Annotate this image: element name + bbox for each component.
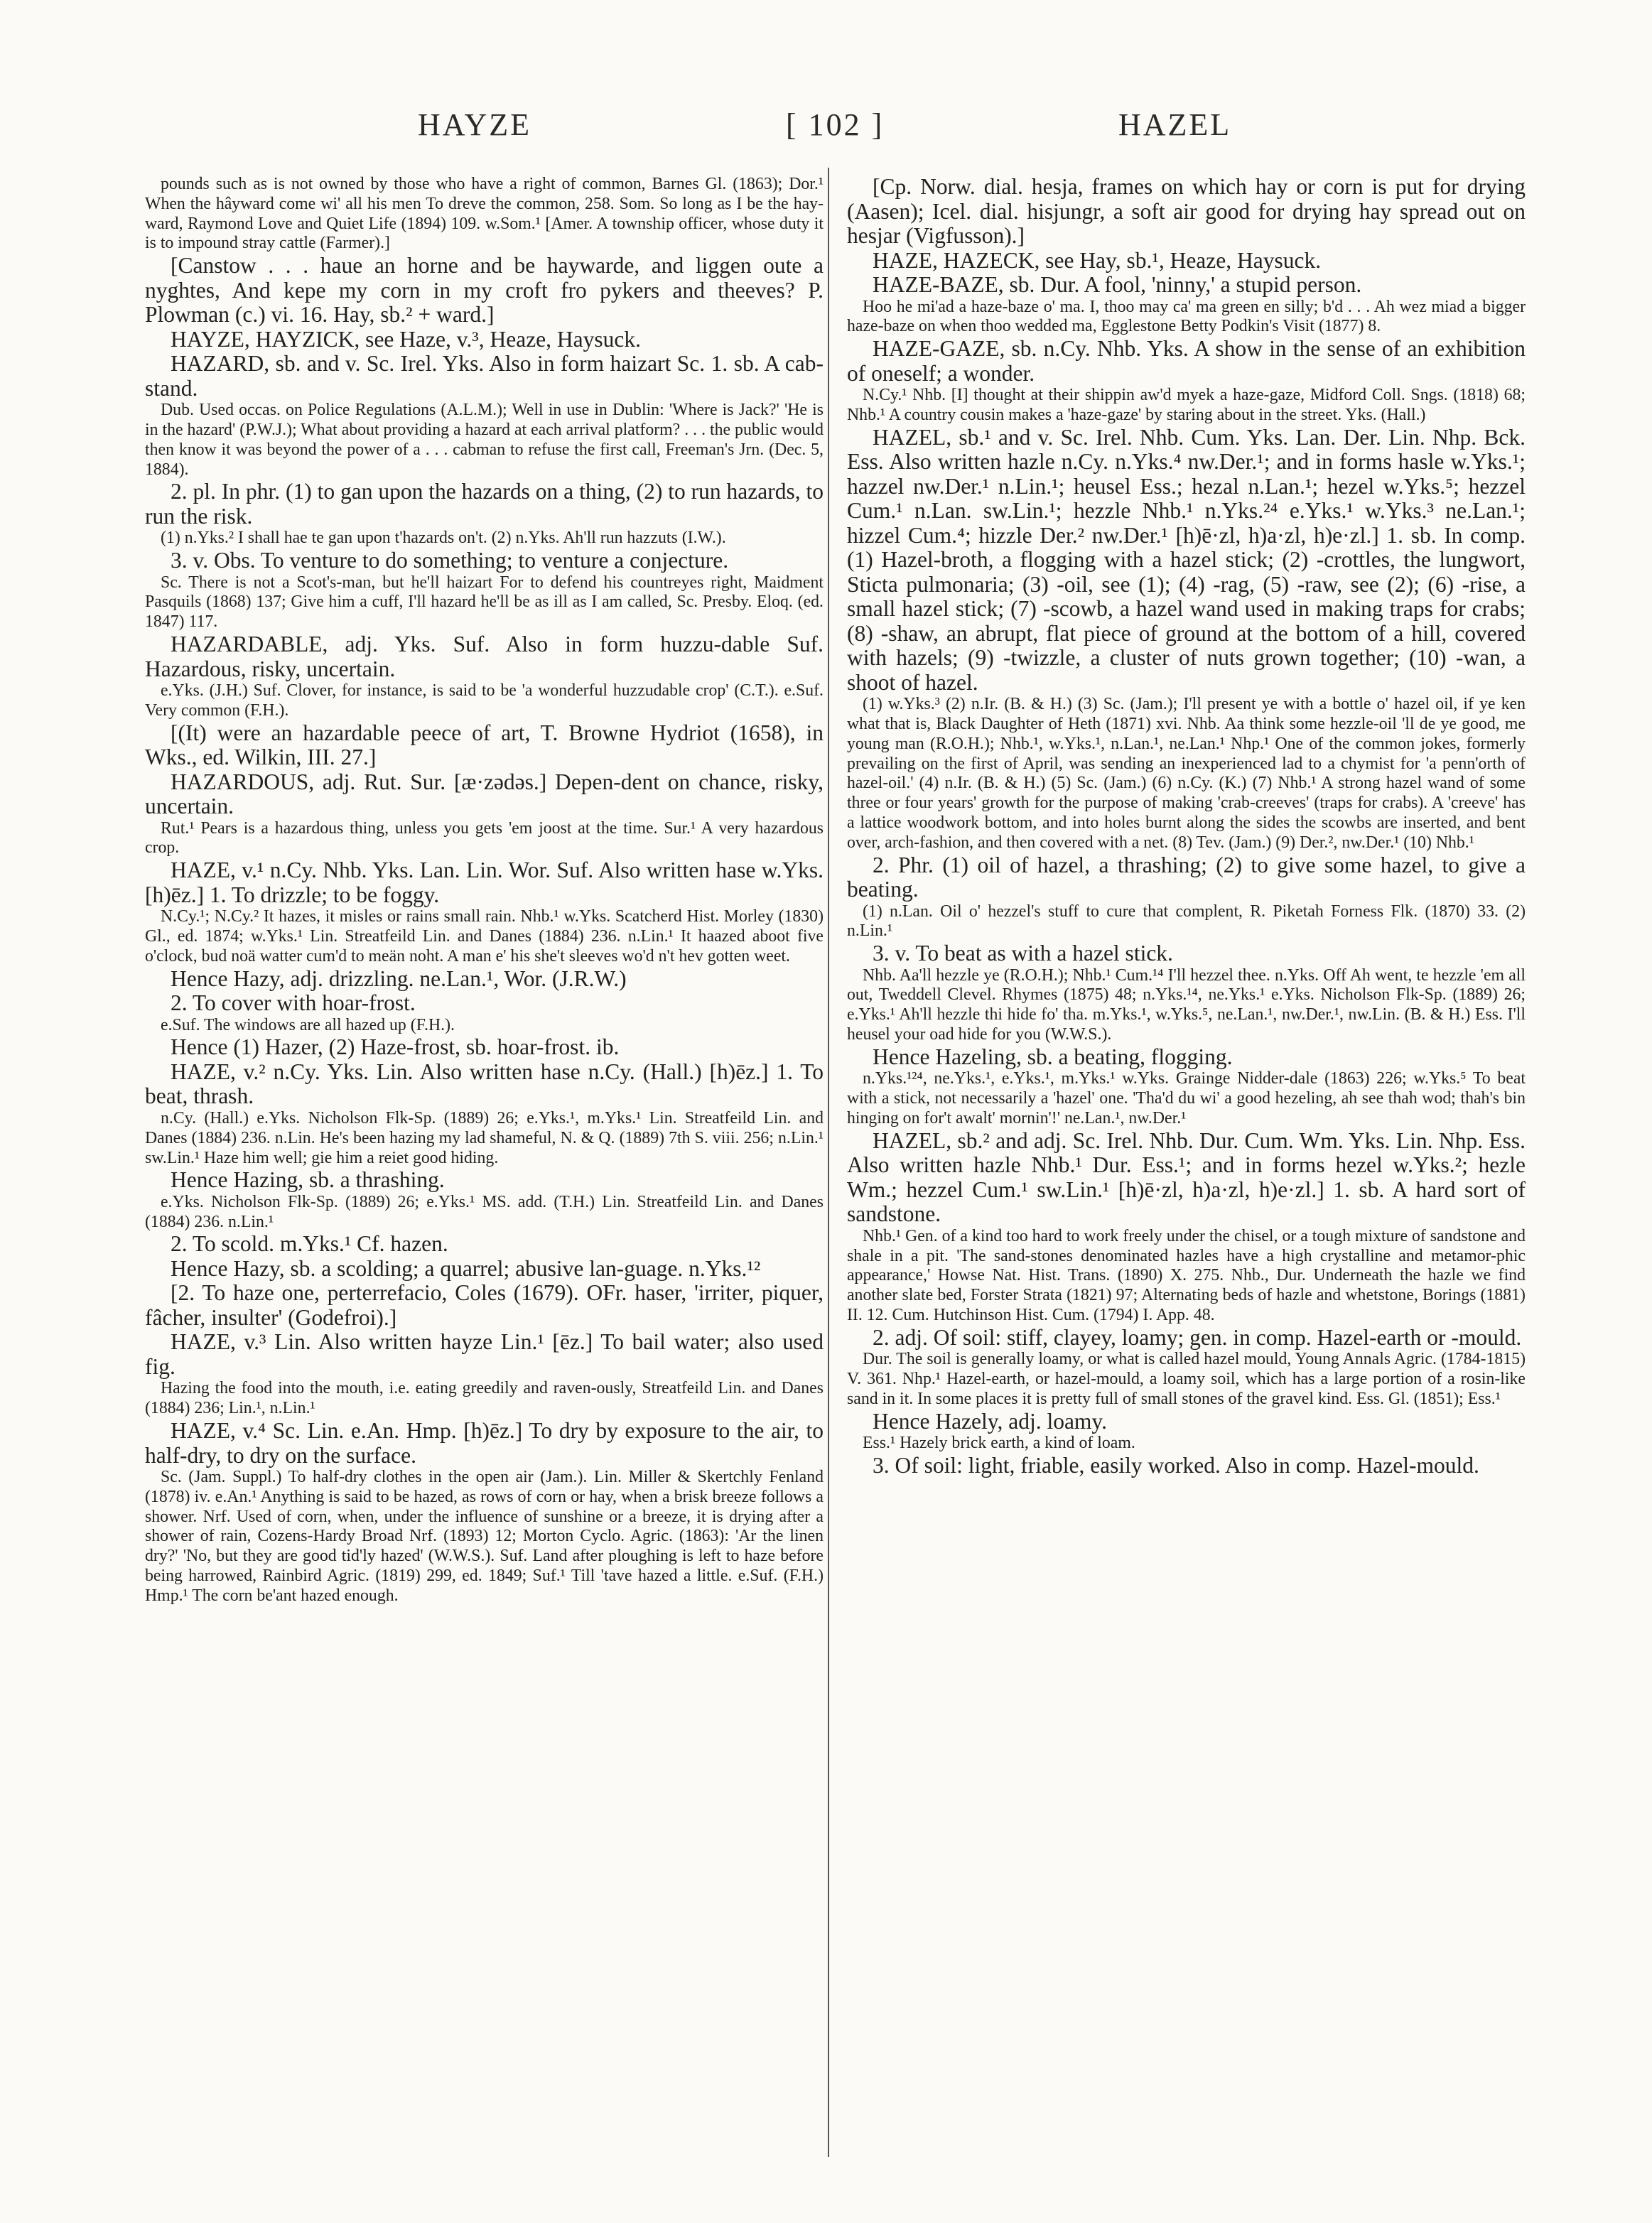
quotation-paragraph: Ess.¹ Hazely brick earth, a kind of loam. (863, 1434, 1135, 1453)
quotation-paragraph: Hazing the food into the mouth, i.e. eating greedily and raven-ously, Streatfeild Lin. and Danes (1884) 236; Lin.¹, n.Lin.¹ (145, 1379, 824, 1418)
entry-paragraph: Hence Hazely, adj. loamy. (873, 1408, 1108, 1434)
entry-paragraph: HAZE, v.¹ n.Cy. Nhb. Yks. Lan. Lin. Wor. Suf. Also written hase w.Yks. [h)ēz.] 1. To drizzle; to be foggy. (145, 858, 824, 907)
left-column (145, 175, 824, 1606)
quotation-paragraph: e.Yks. Nicholson Flk-Sp. (1889) 26; e.Yks.¹ MS. add. (T.H.) Lin. Streatfeild Lin. and Danes (1884) 236. n.Lin.¹ (145, 1192, 824, 1231)
quotation-paragraph: Rut.¹ Pears is a hazardous thing, unless you gets 'em joost at the time. Sur.¹ A very hazardous crop. (145, 818, 824, 858)
entry-paragraph: HAZE-GAZE, sb. n.Cy. Nhb. Yks. A show in the sense of an exhibition of oneself; a wonder. (847, 336, 1526, 386)
entry-paragraph: [Canstow . . . haue an horne and be haywarde, and liggen oute a nyghtes, And kepe my corn in my croft fro pykers and theeves? P. Plowman (c.) vi. 16. Hay, sb.² + ward.] (145, 253, 824, 328)
entry-paragraph: Hence Hazy, adj. drizzling. ne.Lan.¹, Wor. (J.R.W.) (171, 966, 627, 991)
entry-paragraph: Hence (1) Hazer, (2) Haze-frost, sb. hoar-frost. ib. (171, 1034, 620, 1060)
entry-paragraph: 2. adj. Of soil: stiff, clayey, loamy; gen. in comp. Hazel-earth or -mould. (873, 1324, 1522, 1350)
entry-paragraph: 2. pl. In phr. (1) to gan upon the hazards on a thing, (2) to run hazards, to run the risk. (145, 479, 824, 529)
entry-paragraph: 3. Of soil: light, friable, easily worked. Also in comp. Hazel-mould. (873, 1452, 1479, 1478)
entry-paragraph: Hence Hazeling, sb. a beating, flogging. (873, 1044, 1233, 1069)
column-divider (828, 168, 829, 2157)
entry-paragraph: Hence Hazing, sb. a thrashing. (171, 1167, 445, 1193)
quotation-paragraph: n.Yks.¹²⁴, ne.Yks.¹, e.Yks.¹, m.Yks.¹ w.Yks. Grainge Nidder-dale (1863) 226; w.Yks.⁵ To beat with a stick, not necessarily a 'hazel' one. 'Tha'd du wi' a good hezeling, ah see thah wod; thah's bin hinging on for't awalt' mornin'!' ne.Lan.¹, nw.Der.¹ (847, 1069, 1526, 1127)
quotation-paragraph: (1) n.Lan. Oil o' hezzel's stuff to cure that complent, R. Piketah Forness Flk. (1870) 33. (2) n.Lin.¹ (847, 902, 1526, 941)
quotation-paragraph: Sc. (Jam. Suppl.) To half-dry clothes in the open air (Jam.). Lin. Miller & Skertchly Fenland (1878) iv. e.An.¹ Anything is said to be hazed, as rows of corn or hay, when a brisk breeze follows a shower. Nrf. Used of corn, when, under the influence of sunshine or a breeze, it is drying after a shower of rain, Cozens-Hardy Broad Nrf. (1893) 12; Morton Cyclo. Agric. (1863): 'Ar the linen dry?' 'No, but they are good tid'ly hazed' (W.W.S.). Suf. Land after ploughing is left to haze before being harrowed, Rainbird Agric. (1819) 299, ed. 1849; Suf.¹ Till 'tave hazed a little. e.Suf. (F.H.) Hmp.¹ The corn be'ant hazed enough. (145, 1468, 824, 1605)
quotation-paragraph: Hoo he mi'ad a haze-baze o' ma. I, thoo may ca' ma green en silly; b'd . . . Ah wez miad a bigger haze-baze on when thoo wedded ma, Egglestone Betty Podkin's Visit (1877) 8. (847, 297, 1526, 336)
entry-paragraph: Hence Hazy, sb. a scolding; a quarrel; abusive lan-guage. n.Yks.¹² (171, 1255, 761, 1281)
quotation-paragraph: e.Yks. (J.H.) Suf. Clover, for instance, is said to be 'a wonderful huzzudable crop' (C.T.). e.Suf. Very common (F.H.). (145, 681, 824, 720)
quotation-paragraph: pounds such as is not owned by those who have a right of common, Barnes Gl. (1863); Dor.¹ When the hâyward come wi' all his men To dreve the common, 258. Som. So long as I be the hay-ward, Raymond Love and Quiet Life (1894) 109. w.Som.¹ [Amer. A township officer, whose duty it is to impound stray cattle (Farmer).] (145, 175, 824, 253)
entry-paragraph: HAYZE, HAYZICK, see Haze, v.³, Heaze, Haysuck. (171, 326, 642, 352)
entry-paragraph: HAZE-BAZE, sb. Dur. A fool, 'ninny,' a stupid person. (873, 272, 1362, 297)
entry-paragraph: HAZE, HAZECK, see Hay, sb.¹, Heaze, Haysuck. (873, 247, 1322, 273)
quotation-paragraph: Dur. The soil is generally loamy, or what is called hazel mould, Young Annals Agric. (1784-1815) V. 361. Nhp.¹ Hazel-earth, or hazel-mould, a loamy soil, which has a large portion of a rosin-like sand in it. In some places it is pretty full of small stones of the gravel kind. Ess. Gl. (1851); Ess.¹ (847, 1350, 1526, 1408)
quotation-paragraph: Sc. There is not a Scot's-man, but he'll haizart For to defend his countreyes right, Maidment Pasquils (1868) 137; Give him a cuff, I'll hazard he'll be as ill as I am called, Sc. Presby. Eloq. (ed. 1847) 117. (145, 573, 824, 632)
entry-paragraph: HAZEL, sb.¹ and v. Sc. Irel. Nhb. Cum. Yks. Lan. Der. Lin. Nhp. Bck. Ess. Also written hazle n.Cy. n.Yks.⁴ nw.Der.¹; and in forms hasle w.Yks.¹; hazzel nw.Der.¹ n.Lin.¹; heusel Ess.; hezal n.Lan.¹; hezel w.Yks.⁵; hezzel Cum.¹ n.Lan. sw.Lin.¹; hezzle Nhb.¹ n.Yks.²⁴ e.Yks.¹ w.Yks.³ ne.Lan.¹; hizzel Cum.⁴; hizzle Der.² nw.Der.¹ [h)ē·zl, h)a·zl, h)e·zl.] 1. sb. In comp. (1) Hazel-broth, a flogging with a hazel stick; (2) -crottles, the lungwort, Sticta pulmonaria; (3) -oil, see (1); (4) -rag, (5) -raw, see (2); (6) -rise, a small hazel stick; (7) -scowb, a hazel wand used in making traps for crabs; (8) -shaw, an abrupt, flat piece of ground at the bottom of a hill, covered with hazels; (9) -twizzle, a cluster of nuts grown together; (10) -wan, a shoot of hazel. (847, 424, 1526, 695)
quotation-paragraph: e.Suf. The windows are all hazed up (F.H.). (161, 1015, 455, 1034)
quotation-paragraph: Nhb. Aa'll hezzle ye (R.O.H.); Nhb.¹ Cum.¹⁴ I'll hezzel thee. n.Yks. Off Ah went, te hezzle 'em all out, Tweddell Clevel. Rhymes (1875) 48; n.Yks.¹⁴, ne.Yks.¹ e.Yks. Nicholson Flk-Sp. (1889) 26; e.Yks.¹ Ah'll hezzle thi hide fo' tha. m.Yks.¹, w.Yks.⁵, ne.Lan.¹, nw.Der.¹, nw.Lin. (B. & H.) Ess. I'll heusel your oad hide for you (W.W.S.). (847, 966, 1526, 1044)
entry-paragraph: 3. v. To beat as with a hazel stick. (873, 941, 1173, 966)
entry-paragraph: [Cp. Norw. dial. hesja, frames on which hay or corn is put for drying (Aasen); Icel. dial. hisjungr, a soft air good for drying hay spread out on hesjar (Vigfusson).] (847, 174, 1526, 248)
entry-paragraph: [(It) were an hazardable peece of art, T. Browne Hydriot (1658), in Wks., ed. Wilkin, III. 27.] (145, 720, 824, 770)
quotation-paragraph: (1) n.Yks.² I shall hae te gan upon t'hazards on't. (2) n.Yks. Ah'll run hazzuts (I.W.). (161, 529, 726, 548)
entry-paragraph: 2. To scold. m.Yks.¹ Cf. hazen. (171, 1231, 448, 1257)
entry-paragraph: 2. Phr. (1) oil of hazel, a thrashing; (2) to give some hazel, to give a beating. (847, 852, 1526, 902)
page-number: [ 102 ] (786, 107, 885, 142)
quotation-paragraph: n.Cy. (Hall.) e.Yks. Nicholson Flk-Sp. (1889) 26; e.Yks.¹, m.Yks.¹ Lin. Streatfeild Lin. and Danes (1884) 236. n.Lin. He's been hazing my lad shameful, N. & Q. (1889) 7th S. viii. 256; n.Lin.¹ sw.Lin.¹ Haze him well; gie him a reiet good hiding. (145, 1108, 824, 1167)
entry-paragraph: HAZARD, sb. and v. Sc. Irel. Yks. Also in form haizart Sc. 1. sb. A cab-stand. (145, 351, 824, 401)
running-head-left: HAYZE (418, 107, 532, 142)
right-column (847, 175, 1526, 1478)
quotation-paragraph: N.Cy.¹; N.Cy.² It hazes, it misles or rains small rain. Nhb.¹ w.Yks. Scatcherd Hist. Morley (1830) Gl., ed. 1874; w.Yks.¹ Lin. Streatfeild Lin. and Danes (1884) 236. n.Lin.¹ It haazed aboot five o'clock, bud noä watter cum'd to meän noht. A man e' his she't sleeves wo'd n't hev gotten weet. (145, 907, 824, 966)
entry-paragraph: HAZEL, sb.² and adj. Sc. Irel. Nhb. Dur. Cum. Wm. Yks. Lin. Nhp. Ess. Also written hazle Nhb.¹ Dur. Ess.¹; and in forms hezel w.Yks.²; hezle Wm.; hezzel Cum.¹ sw.Lin.¹ [h)ē·zl, h)a·zl, h)e·zl.] 1. sb. A hard sort of sandstone. (847, 1127, 1526, 1227)
entry-paragraph: HAZE, v.³ Lin. Also written hayze Lin.¹ [ēz.] To bail water; also used fig. (145, 1329, 824, 1379)
entry-paragraph: 2. To cover with hoar-frost. (171, 990, 416, 1016)
entry-paragraph: HAZARDOUS, adj. Rut. Sur. [æ·zədəs.] Depen-dent on chance, risky, uncertain. (145, 769, 824, 819)
entry-paragraph: HAZE, v.² n.Cy. Yks. Lin. Also written hase n.Cy. (Hall.) [h)ēz.] 1. To beat, thrash. (145, 1059, 824, 1109)
entry-paragraph: HAZARDABLE, adj. Yks. Suf. Also in form huzzu-dable Suf. Hazardous, risky, uncertain. (145, 632, 824, 681)
running-head-right: HAZEL (1118, 107, 1232, 142)
quotation-paragraph: N.Cy.¹ Nhb. [I] thought at their shippin aw'd myek a haze-gaze, Midford Coll. Sngs. (1818) 68; Nhb.¹ A country cousin makes a 'haze-gaze' by staring about in the street. Yks. (Hall.) (847, 386, 1526, 424)
quotation-paragraph: (1) w.Yks.³ (2) n.Ir. (B. & H.) (3) Sc. (Jam.); I'll present ye with a bottle o' hazel oil, if ye ken what that is, Black Daughter of Heth (1871) xvi. Nhb. Aa think some hezzle-oil 'll de ye good, me young man (R.O.H.); Nhb.¹, w.Yks.¹, n.Lan.¹, ne.Lan.¹ Nhp.¹ One of the common jokes, formerly prevailing on the first of April, was sending an inexperienced lad to a chymist for 'a penn'orth of hazel-oil.' (4) n.Ir. (B. & H.) (5) Sc. (Jam.) (6) n.Cy. (K.) (7) Nhb.¹ A strong hazel wand of some three or four years' growth for the purpose of making 'crab-creeves' (traps for crabs). A 'creeve' has a lattice woodwork bottom, and into holes burnt along the sides the scowbs are inserted, and bent over, arch-fashion, and then covered with a net. (8) Tev. (Jam.) (9) Der.², nw.Der.¹ (10) Nhb.¹ (847, 695, 1526, 852)
entry-paragraph: [2. To haze one, perterrefacio, Coles (1679). OFr. haser, 'irriter, piquer, fâcher, insulter' (Godefroi).] (145, 1280, 824, 1330)
entry-paragraph: HAZE, v.⁴ Sc. Lin. e.An. Hmp. [h)ēz.] To dry by exposure to the air, to half-dry, to dry on the surface. (145, 1418, 824, 1468)
quotation-paragraph: Nhb.¹ Gen. of a kind too hard to work freely under the chisel, or a tough mixture of sandstone and shale in a pit. 'The sand-stones denominated hazles have a high crystalline and metamor-phic appearance,' Howse Nat. Hist. Trans. (1890) X. 275. Nhb., Dur. Underneath the hazle we find another slate bed, Forster Strata (1821) 97; Alternating beds of hazle and whetstone, Borings (1881) II. 12. Cum. Hutchinson Hist. Cum. (1794) I. App. 48. (847, 1226, 1526, 1324)
quotation-paragraph: Dub. Used occas. on Police Regulations (A.L.M.); Well in use in Dublin: 'Where is Jack?' 'He is in the hazard' (P.W.J.); What about providing a hazard at each arrival platform? . . . the public would then know it was beyond the power of a . . . cabman to refuse the first call, Freeman's Jrn. (Dec. 5, 1884). (145, 401, 824, 479)
entry-paragraph: 3. v. Obs. To venture to do something; to venture a conjecture. (171, 548, 729, 573)
